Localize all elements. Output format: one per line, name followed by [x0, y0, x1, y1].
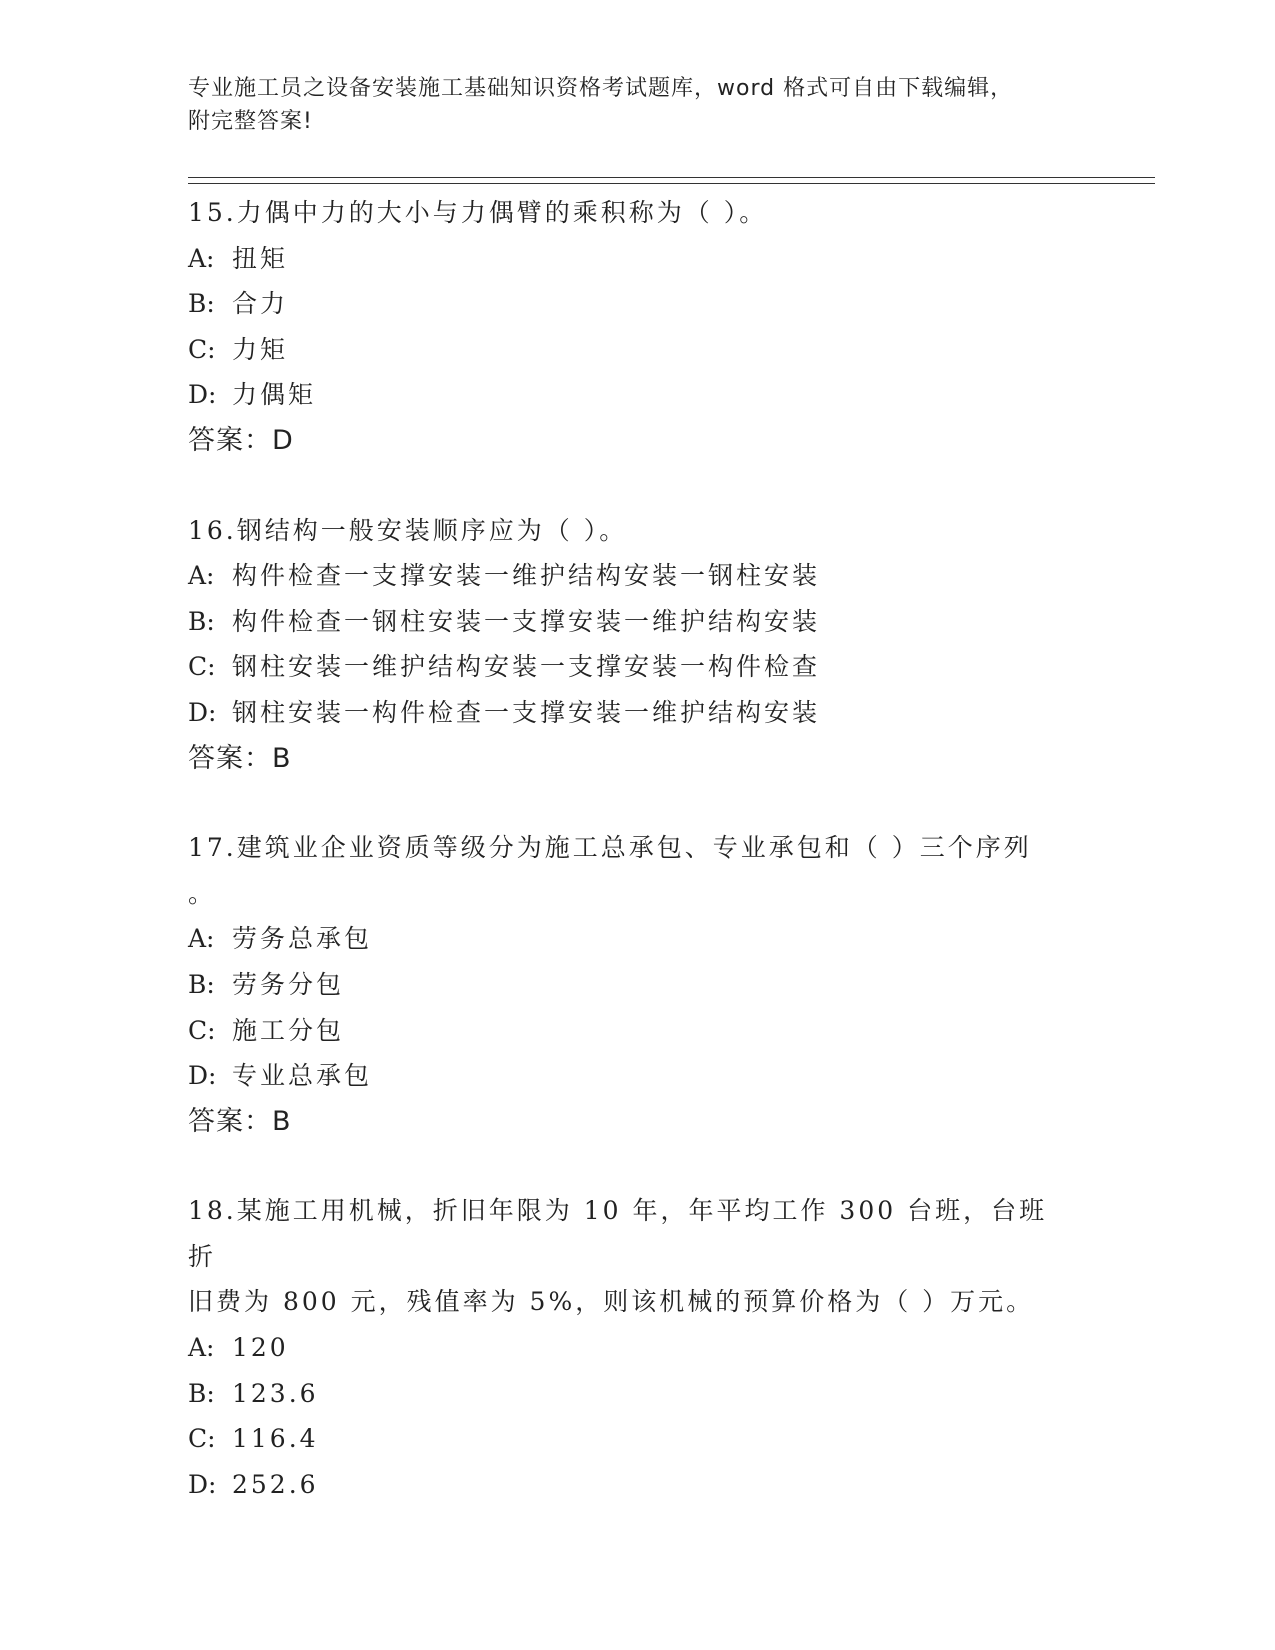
document-header	[188, 72, 1068, 138]
question-stem: 18.某施工用机械，折旧年限为 10 年，年平均工作 300 台班，台班折 旧费为 800 元，残值率为 5%，则该机械的预算价格为（ ）万元。	[188, 1196, 1048, 1317]
answer-line: 答案：D	[188, 424, 294, 456]
question-17	[188, 825, 1068, 1144]
option-text: 专业总承包	[232, 1061, 373, 1091]
option-letter: B:	[188, 1378, 215, 1408]
option-c	[188, 1008, 1068, 1054]
option-text: 劳务总承包	[232, 924, 373, 954]
option-a	[188, 236, 1068, 282]
option-letter: B:	[188, 289, 215, 319]
option-letter: B:	[188, 969, 215, 999]
option-text: 扭矩	[232, 243, 289, 273]
option-letter: D:	[188, 1061, 217, 1091]
option-letter: A:	[188, 1333, 215, 1363]
option-text: 123.6	[232, 1378, 319, 1408]
option-d	[188, 690, 1068, 736]
option-c	[188, 327, 1068, 373]
option-text: 钢柱安装一构件检查一支撑安装一维护结构安装	[232, 697, 821, 727]
option-text: 构件检查一钢柱安装一支撑安装一维护结构安装	[232, 606, 821, 636]
header-line-1: 专业施工员之设备安装施工基础知识资格考试题库，word 格式可自由下载编辑，	[188, 76, 1014, 101]
header-divider	[188, 177, 1155, 184]
option-a	[188, 1325, 1068, 1371]
question-16	[188, 508, 1068, 782]
question-list	[188, 190, 1068, 1551]
option-d	[188, 1053, 1068, 1099]
option-letter: A:	[188, 243, 215, 273]
option-letter: A:	[188, 924, 215, 954]
option-d	[188, 1462, 1068, 1508]
option-letter: C:	[188, 652, 216, 682]
question-stem: 16.钢结构一般安装顺序应为（ ）。	[188, 515, 628, 545]
option-a	[188, 916, 1068, 962]
option-c	[188, 1416, 1068, 1462]
option-text: 力矩	[232, 334, 289, 364]
option-b	[188, 1371, 1068, 1417]
option-letter: B:	[188, 606, 215, 636]
option-a	[188, 553, 1068, 599]
question-stem: 15.力偶中力的大小与力偶臂的乘积称为（ ）。	[188, 198, 768, 227]
option-text: 120	[232, 1333, 289, 1363]
option-letter: C:	[188, 334, 216, 364]
option-letter: D:	[188, 380, 217, 410]
option-text: 劳务分包	[232, 969, 345, 999]
header-line-2: 附完整答案!	[188, 109, 313, 134]
option-letter: C:	[188, 1015, 216, 1045]
option-letter: A:	[188, 561, 215, 591]
option-text: 116.4	[232, 1424, 319, 1454]
option-text: 钢柱安装一维护结构安装一支撑安装一构件检查	[232, 652, 821, 682]
question-15	[188, 190, 1068, 464]
option-b	[188, 599, 1068, 645]
option-letter: D:	[188, 697, 217, 727]
option-b	[188, 281, 1068, 327]
option-text: 252.6	[232, 1469, 319, 1499]
option-text: 力偶矩	[232, 380, 317, 410]
question-stem: 17.建筑业企业资质等级分为施工总承包、专业承包和（ ）三个序列 。	[188, 833, 1032, 908]
option-text: 施工分包	[232, 1015, 345, 1045]
question-18	[188, 1188, 1068, 1507]
option-letter: D:	[188, 1469, 217, 1499]
option-b	[188, 962, 1068, 1008]
option-d	[188, 372, 1068, 418]
option-text: 构件检查一支撑安装一维护结构安装一钢柱安装	[232, 561, 821, 591]
option-text: 合力	[232, 289, 289, 319]
option-c	[188, 644, 1068, 690]
answer-line: 答案：B	[188, 742, 292, 774]
option-letter: C:	[188, 1424, 216, 1454]
answer-line: 答案：B	[188, 1105, 292, 1137]
